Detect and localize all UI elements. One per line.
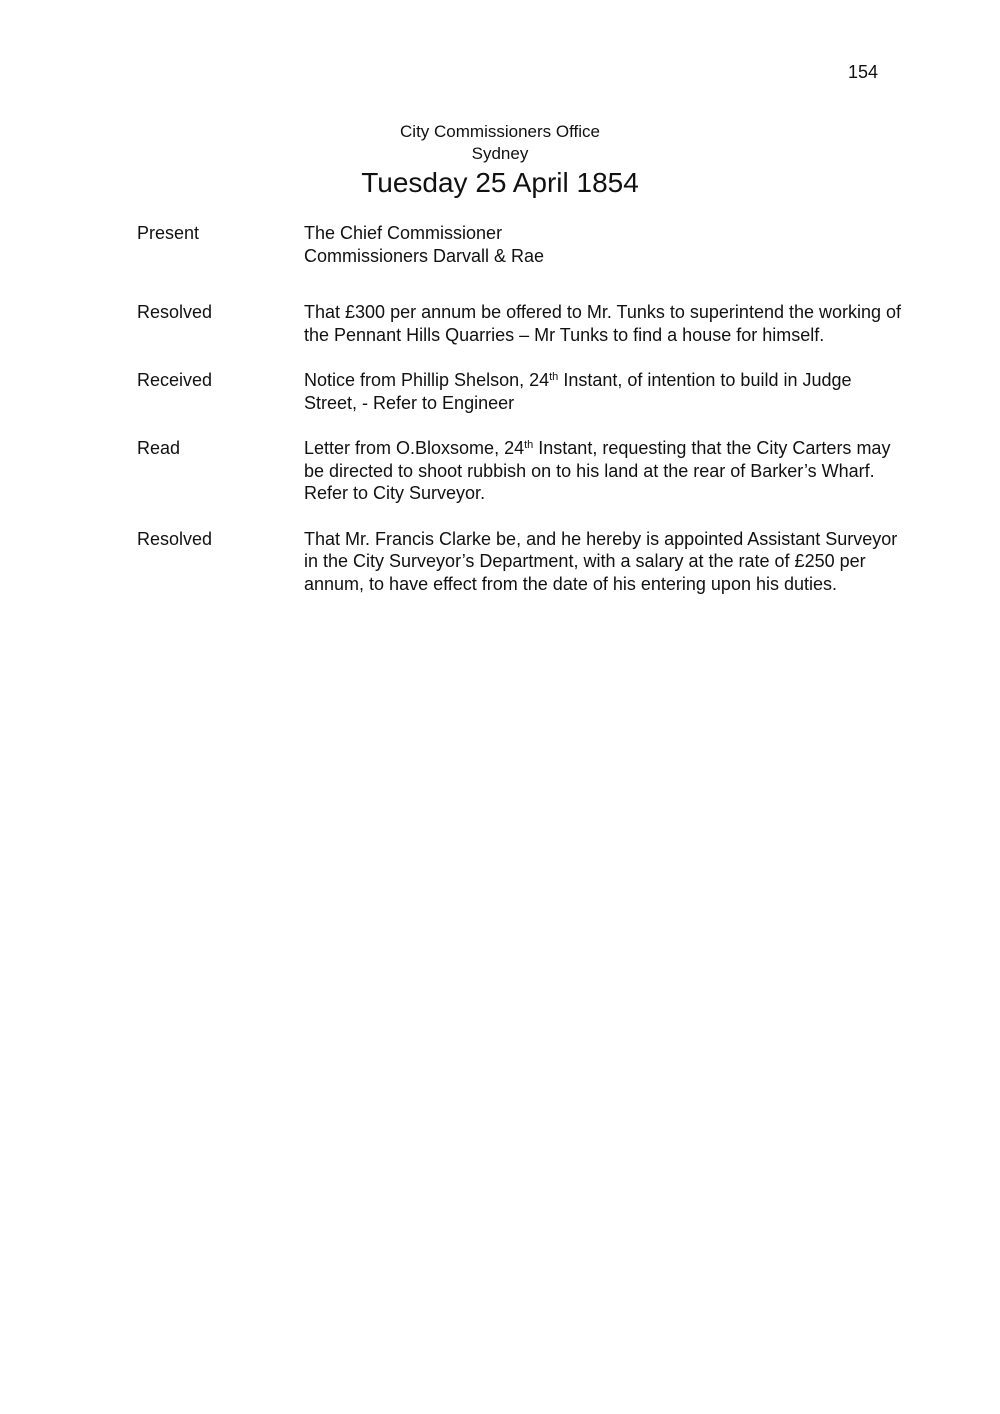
entry-line: That Mr. Francis Clarke be, and he hereby is appointed Assistant Surveyor: [304, 528, 898, 549]
entry-line: Commissioners Darvall & Rae: [304, 245, 545, 266]
page-number: 154: [847, 62, 878, 82]
entry-body: [304, 301, 929, 346]
entry-label: Present: [137, 223, 200, 243]
entry-line: The Chief Commissioner: [304, 223, 503, 243]
entry-resolved-tunks: [137, 301, 937, 346]
minutes-header: [0, 121, 1000, 200]
entry-line: Refer to City Surveyor.: [304, 483, 486, 503]
city-name: Sydney: [471, 144, 529, 163]
entry-line: in the City Surveyor’s Department, with a salary at the rate of £250 per: [304, 551, 866, 571]
entry-text: Notice from Phillip Shelson, 24: [304, 370, 550, 390]
ordinal-suffix: th: [524, 439, 534, 451]
entry-read-bloxsome: [137, 437, 937, 505]
entry-body: [304, 528, 929, 596]
entry-line: be directed to shoot rubbish on to his land at the rear of Barker’s Wharf.: [304, 460, 875, 481]
entry-line: the Pennant Hills Quarries – Mr Tunks to find a house for himself.: [304, 324, 825, 345]
entry-body: [304, 437, 929, 505]
entry-line: [304, 437, 929, 460]
entry-received-shelson: [137, 369, 937, 414]
entry-line: annum, to have effect from the date of his entering upon his duties.: [304, 573, 838, 594]
entry-text: Letter from O.Bloxsome, 24: [304, 438, 525, 458]
entry-line: That £300 per annum be offered to Mr. Tunks to superintend the working of: [304, 302, 902, 322]
entry-body: [304, 369, 929, 414]
entry-label: Resolved: [137, 528, 213, 549]
office-title: City Commissioners Office: [400, 122, 600, 141]
entry-body: [304, 222, 929, 267]
entry-label: Read: [137, 438, 181, 458]
entry-label: Received: [137, 370, 213, 390]
meeting-date: Tuesday 25 April 1854: [361, 167, 639, 198]
entry-present: [137, 222, 937, 267]
entry-text: Instant, of intention to build in Judge: [558, 370, 852, 390]
entry-resolved-clarke: [137, 528, 937, 596]
entry-line: Street, - Refer to Engineer: [304, 392, 515, 413]
ordinal-suffix: th: [549, 371, 559, 383]
entry-text: Instant, requesting that the City Carters may: [533, 438, 891, 458]
entry-label: Resolved: [137, 302, 213, 322]
minutes-entries: [137, 222, 937, 618]
entry-line: [304, 369, 929, 392]
